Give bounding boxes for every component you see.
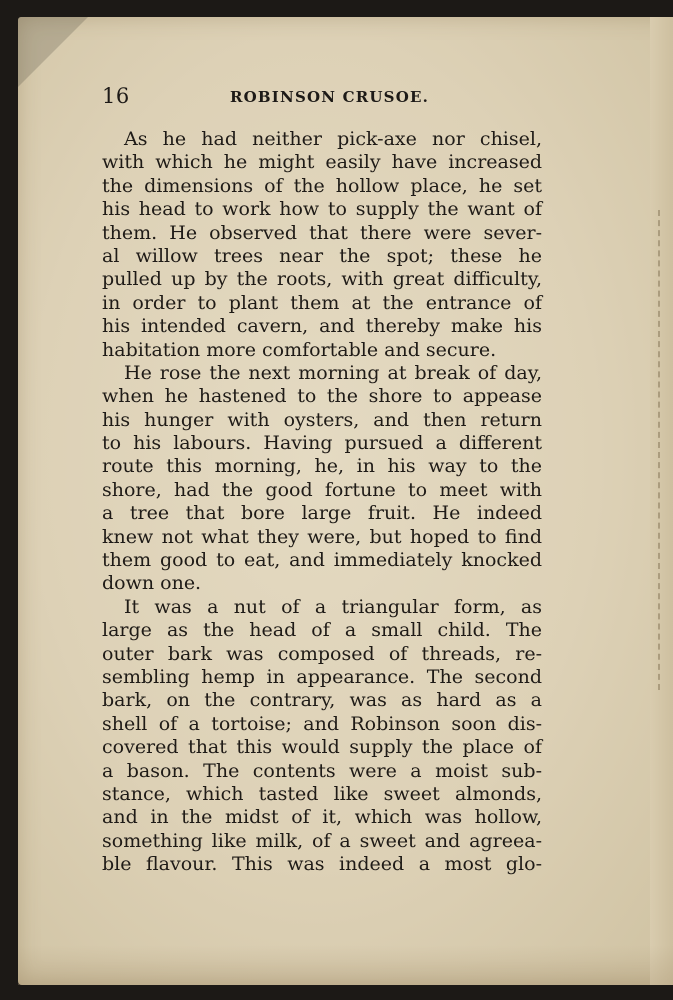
text-line: in order to plant them at the entrance of [102, 291, 542, 314]
text-line: outer bark was composed of threads, re- [102, 642, 542, 665]
body-text [102, 128, 542, 877]
text-line: He rose the next morning at break of day, [124, 361, 542, 384]
text-line: route this morning, he, in his way to the [102, 455, 542, 478]
text-line: stance, which tasted like sweet almonds, [102, 782, 542, 805]
running-title: ROBINSON CRUSOE. [230, 88, 430, 106]
text-line: sembling hemp in appearance. The second [102, 665, 542, 688]
text-line: knew not what they were, but hoped to find [102, 525, 542, 548]
text-line: his intended cavern, and thereby make his [102, 315, 542, 338]
text-line: It was a nut of a triangular form, as [124, 595, 542, 618]
page-number: 16 [102, 84, 130, 108]
page-header [102, 84, 542, 114]
text-line: large as the head of a small child. The [102, 619, 542, 642]
text-line: ble flavour. This was indeed a most glo- [102, 853, 542, 876]
text-line: a bason. The contents were a moist sub- [102, 759, 542, 782]
binding-stitch [658, 210, 663, 690]
text-line: down one. [102, 572, 202, 595]
folded-corner [18, 17, 88, 87]
text-line: when he hastened to the shore to appease [102, 385, 542, 408]
text-line: with which he might easily have increased [102, 151, 542, 174]
text-line: habitation more comfortable and secure. [102, 338, 497, 361]
text-line: covered that this would supply the place of [102, 736, 542, 759]
text-line: bark, on the contrary, was as hard as a [102, 689, 542, 712]
text-line: them good to eat, and immediately knocked [102, 549, 542, 572]
text-line: something like milk, of a sweet and agreea- [102, 829, 542, 852]
text-line: and in the midst of it, which was hollow, [102, 806, 542, 829]
text-line: pulled up by the roots, with great difficulty, [102, 268, 542, 291]
text-line: As he had neither pick-axe nor chisel, [124, 128, 542, 150]
text-line: shore, had the good fortune to meet with [102, 478, 542, 501]
text-line: the dimensions of the hollow place, he set [102, 174, 542, 197]
text-line: a tree that bore large fruit. He indeed [102, 502, 542, 525]
text-line: to his labours. Having pursued a different [102, 432, 542, 455]
paper-wear [18, 945, 673, 985]
text-line: his head to work how to supply the want of [102, 198, 542, 221]
text-line: al willow trees near the spot; these he [102, 244, 542, 267]
text-line: them. He observed that there were sever- [102, 221, 542, 244]
text-line: shell of a tortoise; and Robinson soon dis- [102, 712, 542, 735]
text-line: his hunger with oysters, and then return [102, 408, 542, 431]
